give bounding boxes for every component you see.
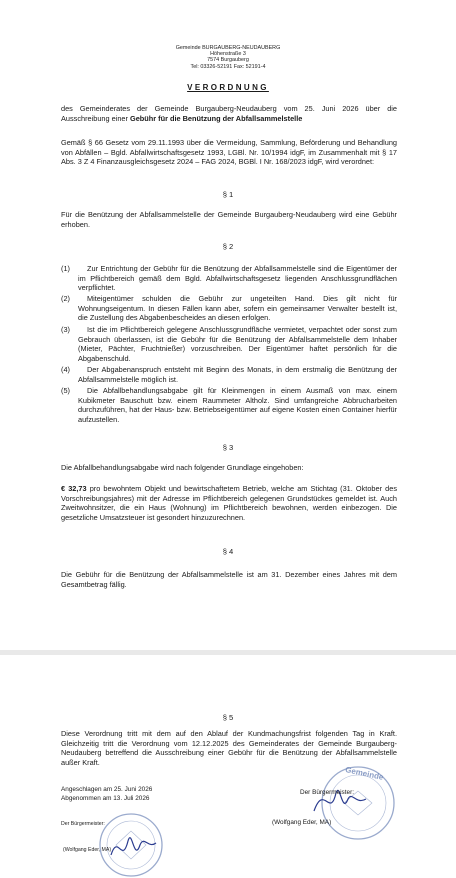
mayor-label-right: Der Bürgermeister:	[300, 789, 354, 796]
intro-text: des Gemeinderates der Gemeinde Burgauberg-Neudauberg vom 25. Juni 2026 über die Ausschreibung einer	[61, 104, 397, 123]
mayor-name-left: (Wolfgang Eder, MA)	[63, 847, 112, 853]
intro-paragraph	[61, 104, 397, 123]
intro-bold: Gebühr für die Benützung der Abfallsammelstelle	[130, 113, 303, 123]
mayor-name-right: (Wolfgang Eder, MA)	[272, 819, 332, 826]
header-line-4: Tel: 03326-52191 Fax: 52191-4	[190, 64, 266, 70]
section-4-text: Die Gebühr für die Benützung der Abfallsammelstelle ist am 31. Dezember eines Jahres mit dem Gesamtbetrag fällig.	[61, 570, 397, 589]
item-number: (4)	[61, 365, 70, 374]
section-2-item-4: Der Abgabenanspruch entsteht mit Beginn des Monats, in dem erstmalig die Benützung der Abfallsammelstelle möglich ist.	[78, 365, 397, 384]
mayor-label-left: Der Bürgermeister:	[61, 821, 105, 827]
section-1-heading: § 1	[222, 190, 234, 199]
header-line-3: 7574 Burgauberg	[207, 57, 249, 63]
section-5-heading: § 5	[222, 713, 234, 722]
section-3-paragraph	[61, 484, 397, 522]
section-2-item-5: Die Abfallbehandlungsabgabe gilt für Kleinmengen in einem Ausmaß von max. einem Kubikmeter Bauschutt bzw. einem Raummeter Altholz. Sind umfangreiche Abbrucharbeiten durchzuführen, hat der Haus- bzw. Betriebseigentümer auf eigene Kosten einen Container hierfür aufzustellen.	[78, 386, 397, 424]
section-2-item-2: Miteigentümer schulden die Gebühr zur ungeteilten Hand. Dies gilt nicht für Wohnungseigentum. In diesen Fällen kann aber, sofern ein gemeinsamer Verwalter bestellt ist, die Zustellung des Abgabenbescheides an diesen erfolgen.	[78, 294, 397, 322]
item-number: (5)	[61, 386, 70, 395]
municipal-stamp-left	[86, 805, 176, 877]
fee-amount: € 32,73	[61, 484, 87, 493]
section-2-heading: § 2	[222, 242, 234, 251]
section-3-text: pro bewohntem Objekt und bewirtschaftetem Betrieb, welche am Stichtag (31. Oktober des Vorschreibungsjahres) mit der Adresse im Pflichtbereich gelegenen Grundstückes gemeldet ist. Auch Zweitwohnsitzer, die ein Haus (Wohnung) im Pflichtbereich bewohnen, werden einbezogen. Die gesetzliche Umsatzsteuer ist gesondert hinzuzurechnen.	[61, 484, 397, 522]
section-5-text: Diese Verordnung tritt mit dem auf den Ablauf der Kundmachungsfrist folgenden Tag in Kraft. Gleichzeitig tritt die Verordnung vom 12.12.2025 des Gemeinderates der Gemeinde Burgauberg-Neudauberg betreffend die Ausschreibung einer Gebühr für die Benützung der Abfallsammelstelle außer Kraft.	[61, 729, 397, 767]
posted-date: Angeschlagen am 25. Juni 2026	[61, 786, 153, 793]
section-1-text: Für die Benützung der Abfallsammelstelle der Gemeinde Burgauberg-Neudauberg wird eine Gebühr erhoben.	[61, 210, 397, 229]
item-number: (3)	[61, 325, 70, 334]
section-3-heading: § 3	[222, 443, 234, 452]
item-number: (1)	[61, 264, 70, 273]
header-line-2: Höhenstraße 3	[210, 51, 246, 57]
document-title: VERORDNUNG	[187, 83, 269, 92]
section-2-item-1: Zur Entrichtung der Gebühr für die Benützung der Abfallsammelstelle sind die Eigentümer der im Pflichtbereich gemäß dem Bgld. Abfallwirtschaftsgesetz liegenden Anschlussgrundflächen verpflichtet.	[78, 264, 397, 292]
removed-date: Abgenommen am 13. Juli 2026	[61, 795, 150, 802]
section-2-item-3: Ist die im Pflichtbereich gelegene Anschlussgrundfläche vermietet, verpachtet oder sonst zum Gebrauch überlassen, ist die Gebühr für die Benützung der Abfallsammelstelle dem Inhaber (Mieter, Pächter, Fruchtnießer) vorzuschreiben. Der Eigentümer haftet persönlich für die Abgabenschuld.	[78, 325, 397, 363]
stamp-text: Gemeinde	[344, 765, 385, 782]
document-page-2	[0, 655, 456, 878]
section-3-intro: Die Abfallbehandlungsabgabe wird nach folgender Grundlage eingehoben:	[61, 463, 304, 472]
legal-basis-paragraph: Gemäß § 66 Gesetz vom 29.11.1993 über die Vermeidung, Sammlung, Beförderung und Behandlung von Abfällen – Bgld. Abfallwirtschaftsgesetz 1993, LGBl. Nr. 10/1994 idgF, im Zusammenhalt mit § 17 Abs. 3 Z 4 Finanzausgleichsgesetz 2024 – FAG 2024, BGBl. I Nr. 168/2023 idgF, wird verordnet:	[61, 138, 397, 166]
section-4-heading: § 4	[222, 547, 234, 556]
item-number: (2)	[61, 294, 70, 303]
header-line-1: Gemeinde BURGAUBERG-NEUDAUBERG	[175, 45, 281, 51]
